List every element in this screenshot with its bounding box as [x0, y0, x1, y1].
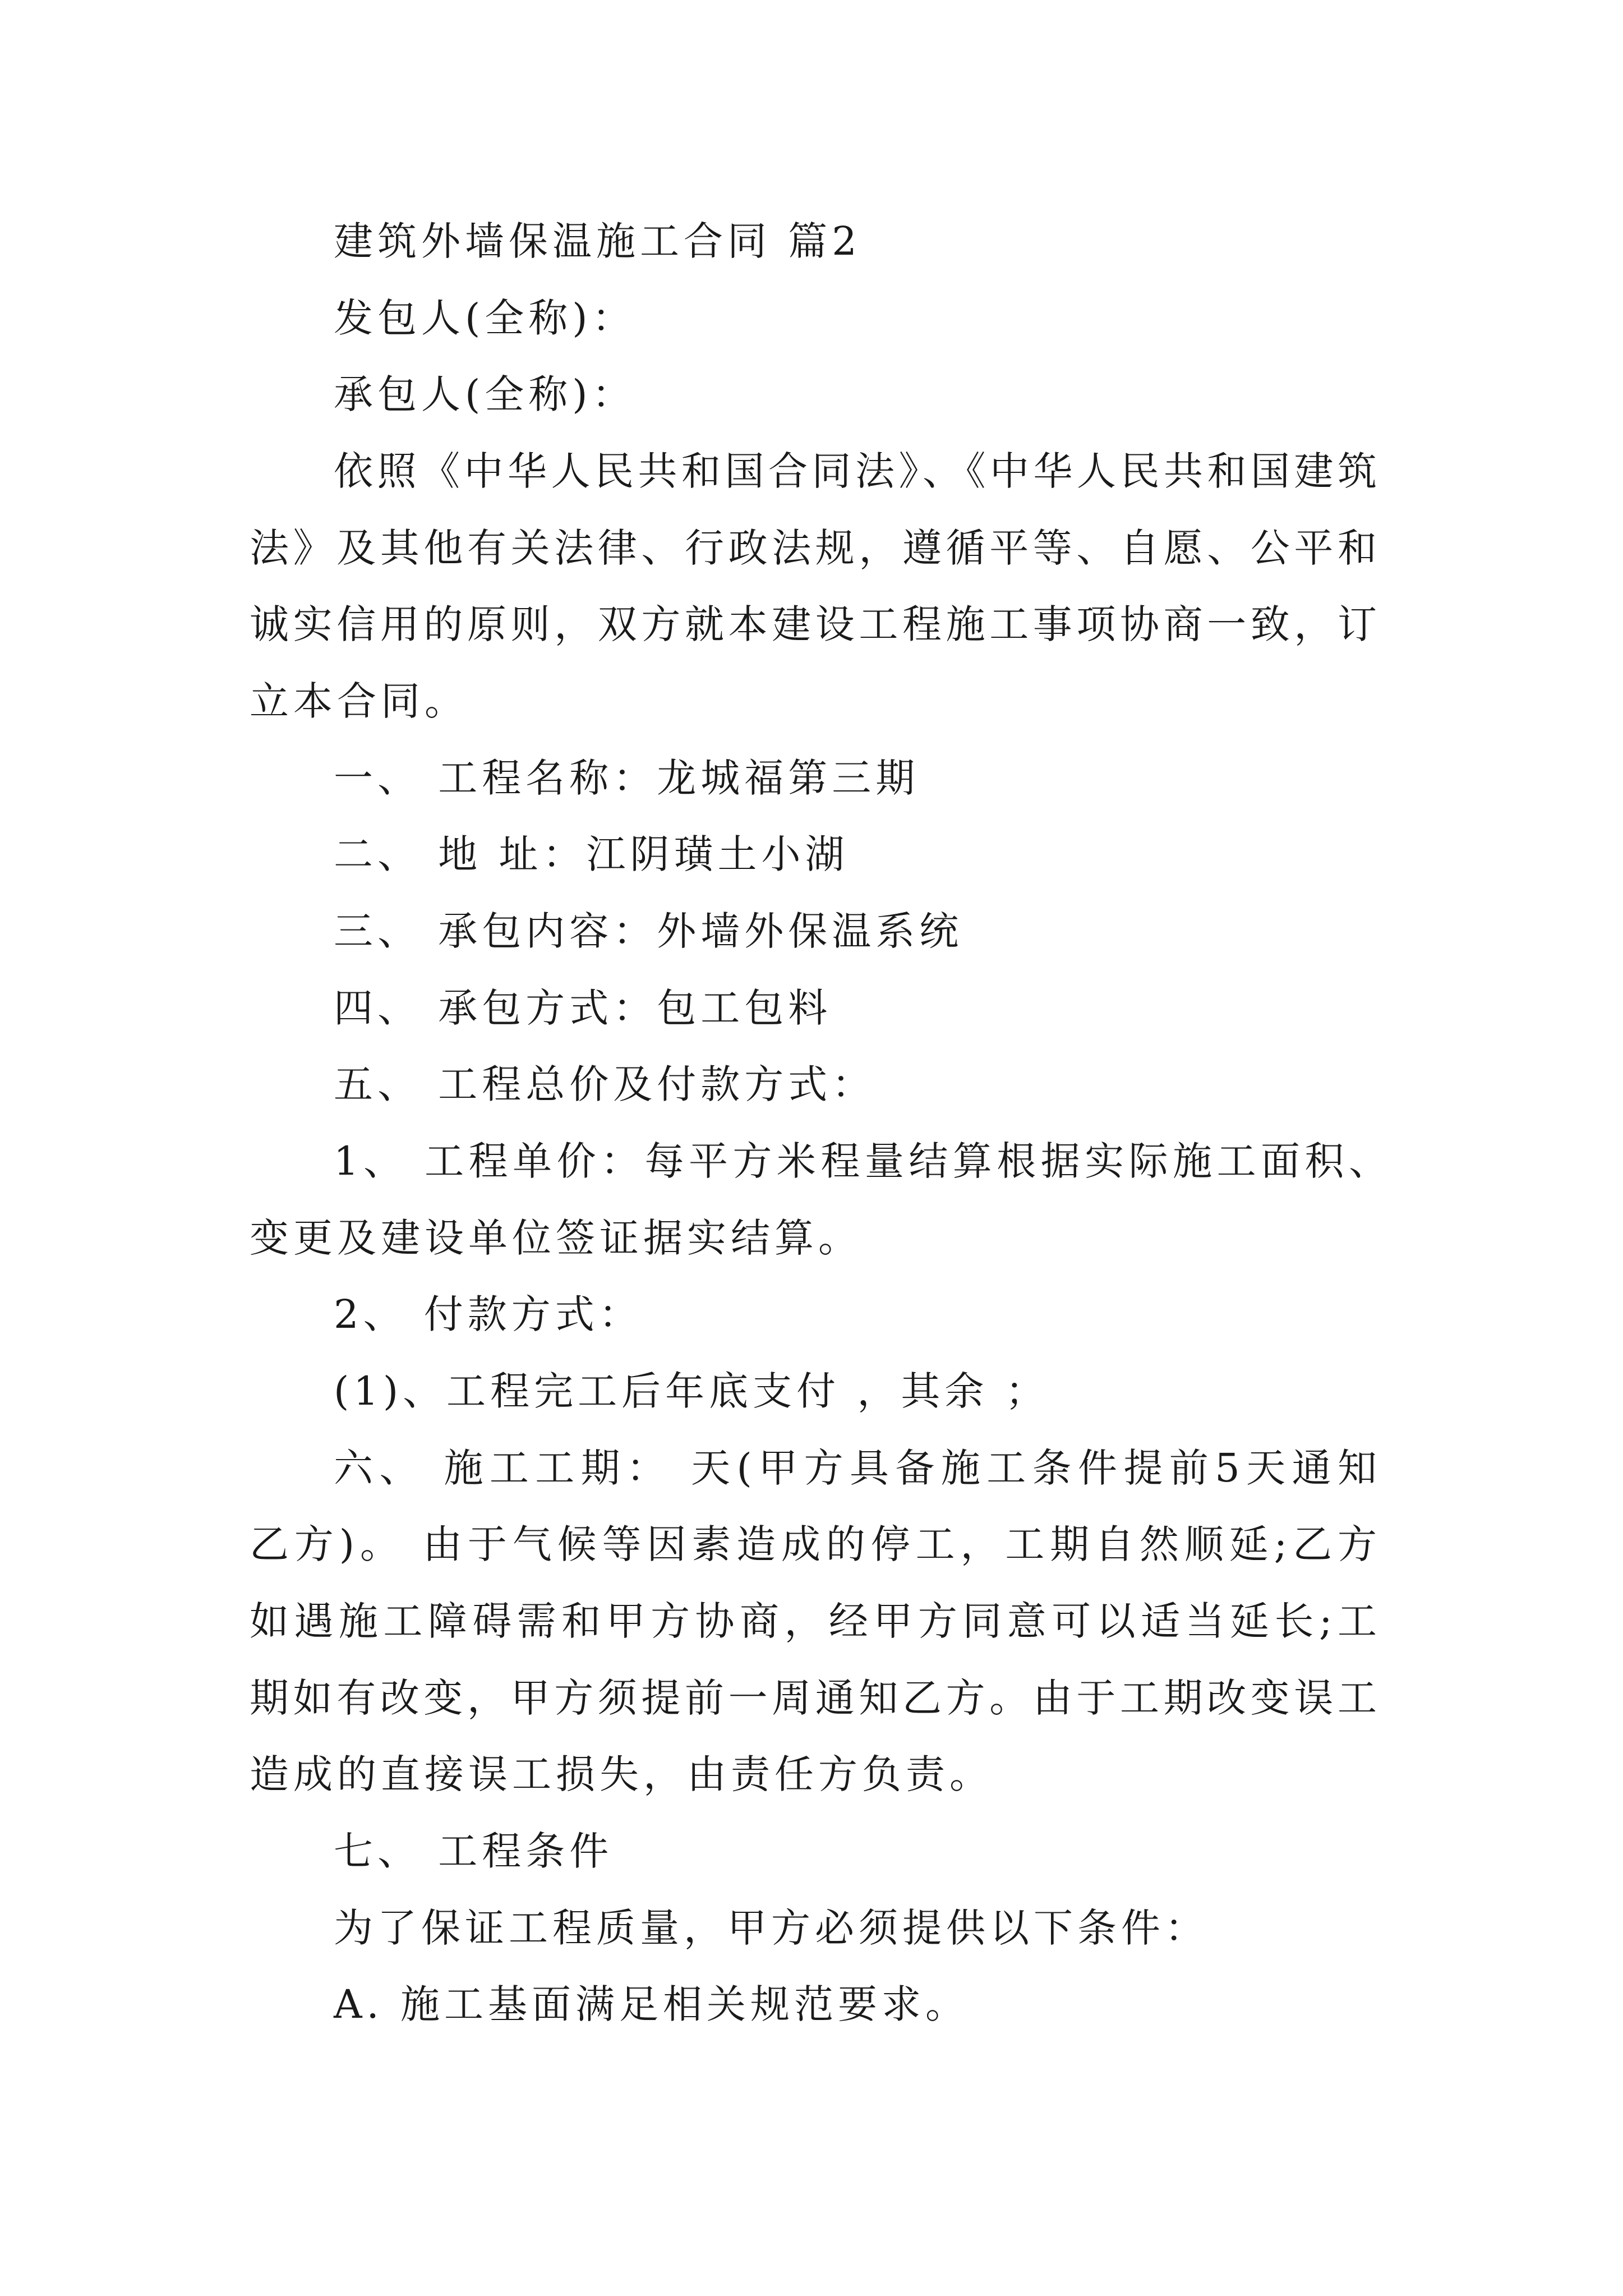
clause-duration-line-1: 六、 施工工期： 天(甲方具备施工条件提前5天通知	[334, 1445, 1377, 1491]
clause-project-name: 一、 工程名称：龙城福第三期	[334, 755, 920, 801]
party-a-label: 发包人(全称)：	[334, 295, 636, 341]
clause-address: 二、 地 址：江阴璜土小湖	[334, 831, 849, 877]
condition-a: A. 施工基面满足相关规范要求。	[334, 1981, 970, 2027]
sub-payment-method: 2、 付款方式：	[334, 1291, 643, 1337]
clause-duration-line-2: 乙方)。 由于气候等因素造成的停工，工期自然顺延;乙方	[250, 1521, 1377, 1567]
document-title: 建筑外墙保温施工合同 篇2	[334, 218, 861, 264]
clause-price-payment: 五、 工程总价及付款方式：	[334, 1061, 876, 1107]
clause-scope: 三、 承包内容：外墙外保温系统	[334, 908, 963, 954]
clause-duration-line-5: 造成的直接误工损失，由责任方负责。	[250, 1751, 993, 1797]
clause-conditions: 七、 工程条件	[334, 1828, 614, 1874]
clause-duration-line-3: 如遇施工障碍需和甲方协商，经甲方同意可以适当延长;工	[250, 1598, 1377, 1644]
party-b-label: 承包人(全称)：	[334, 371, 636, 417]
sub-payment-item-1: (1)、工程完工后年底支付 ，其余 ；	[334, 1368, 1049, 1414]
conditions-intro: 为了保证工程质量，甲方必须提供以下条件：	[334, 1905, 1209, 1951]
intro-line-4: 立本合同。	[250, 678, 468, 724]
intro-line-2: 法》及其他有关法律、行政法规，遵循平等、自愿、公平和	[250, 525, 1377, 571]
clause-contract-mode: 四、 承包方式：包工包料	[334, 985, 832, 1031]
clause-duration-line-4: 期如有改变，甲方须提前一周通知乙方。由于工期改变误工	[250, 1675, 1377, 1721]
intro-line-3: 诚实信用的原则，双方就本建设工程施工事项协商一致，订	[250, 601, 1377, 647]
sub-unit-price-line-1: 1、 工程单价：每平方米程量结算根据实际施工面积、	[334, 1138, 1388, 1184]
intro-line-1: 依照《中华人民共和国合同法》、《中华人民共和国建筑	[334, 448, 1377, 494]
sub-unit-price-line-2: 变更及建设单位签证据实结算。	[250, 1215, 862, 1261]
